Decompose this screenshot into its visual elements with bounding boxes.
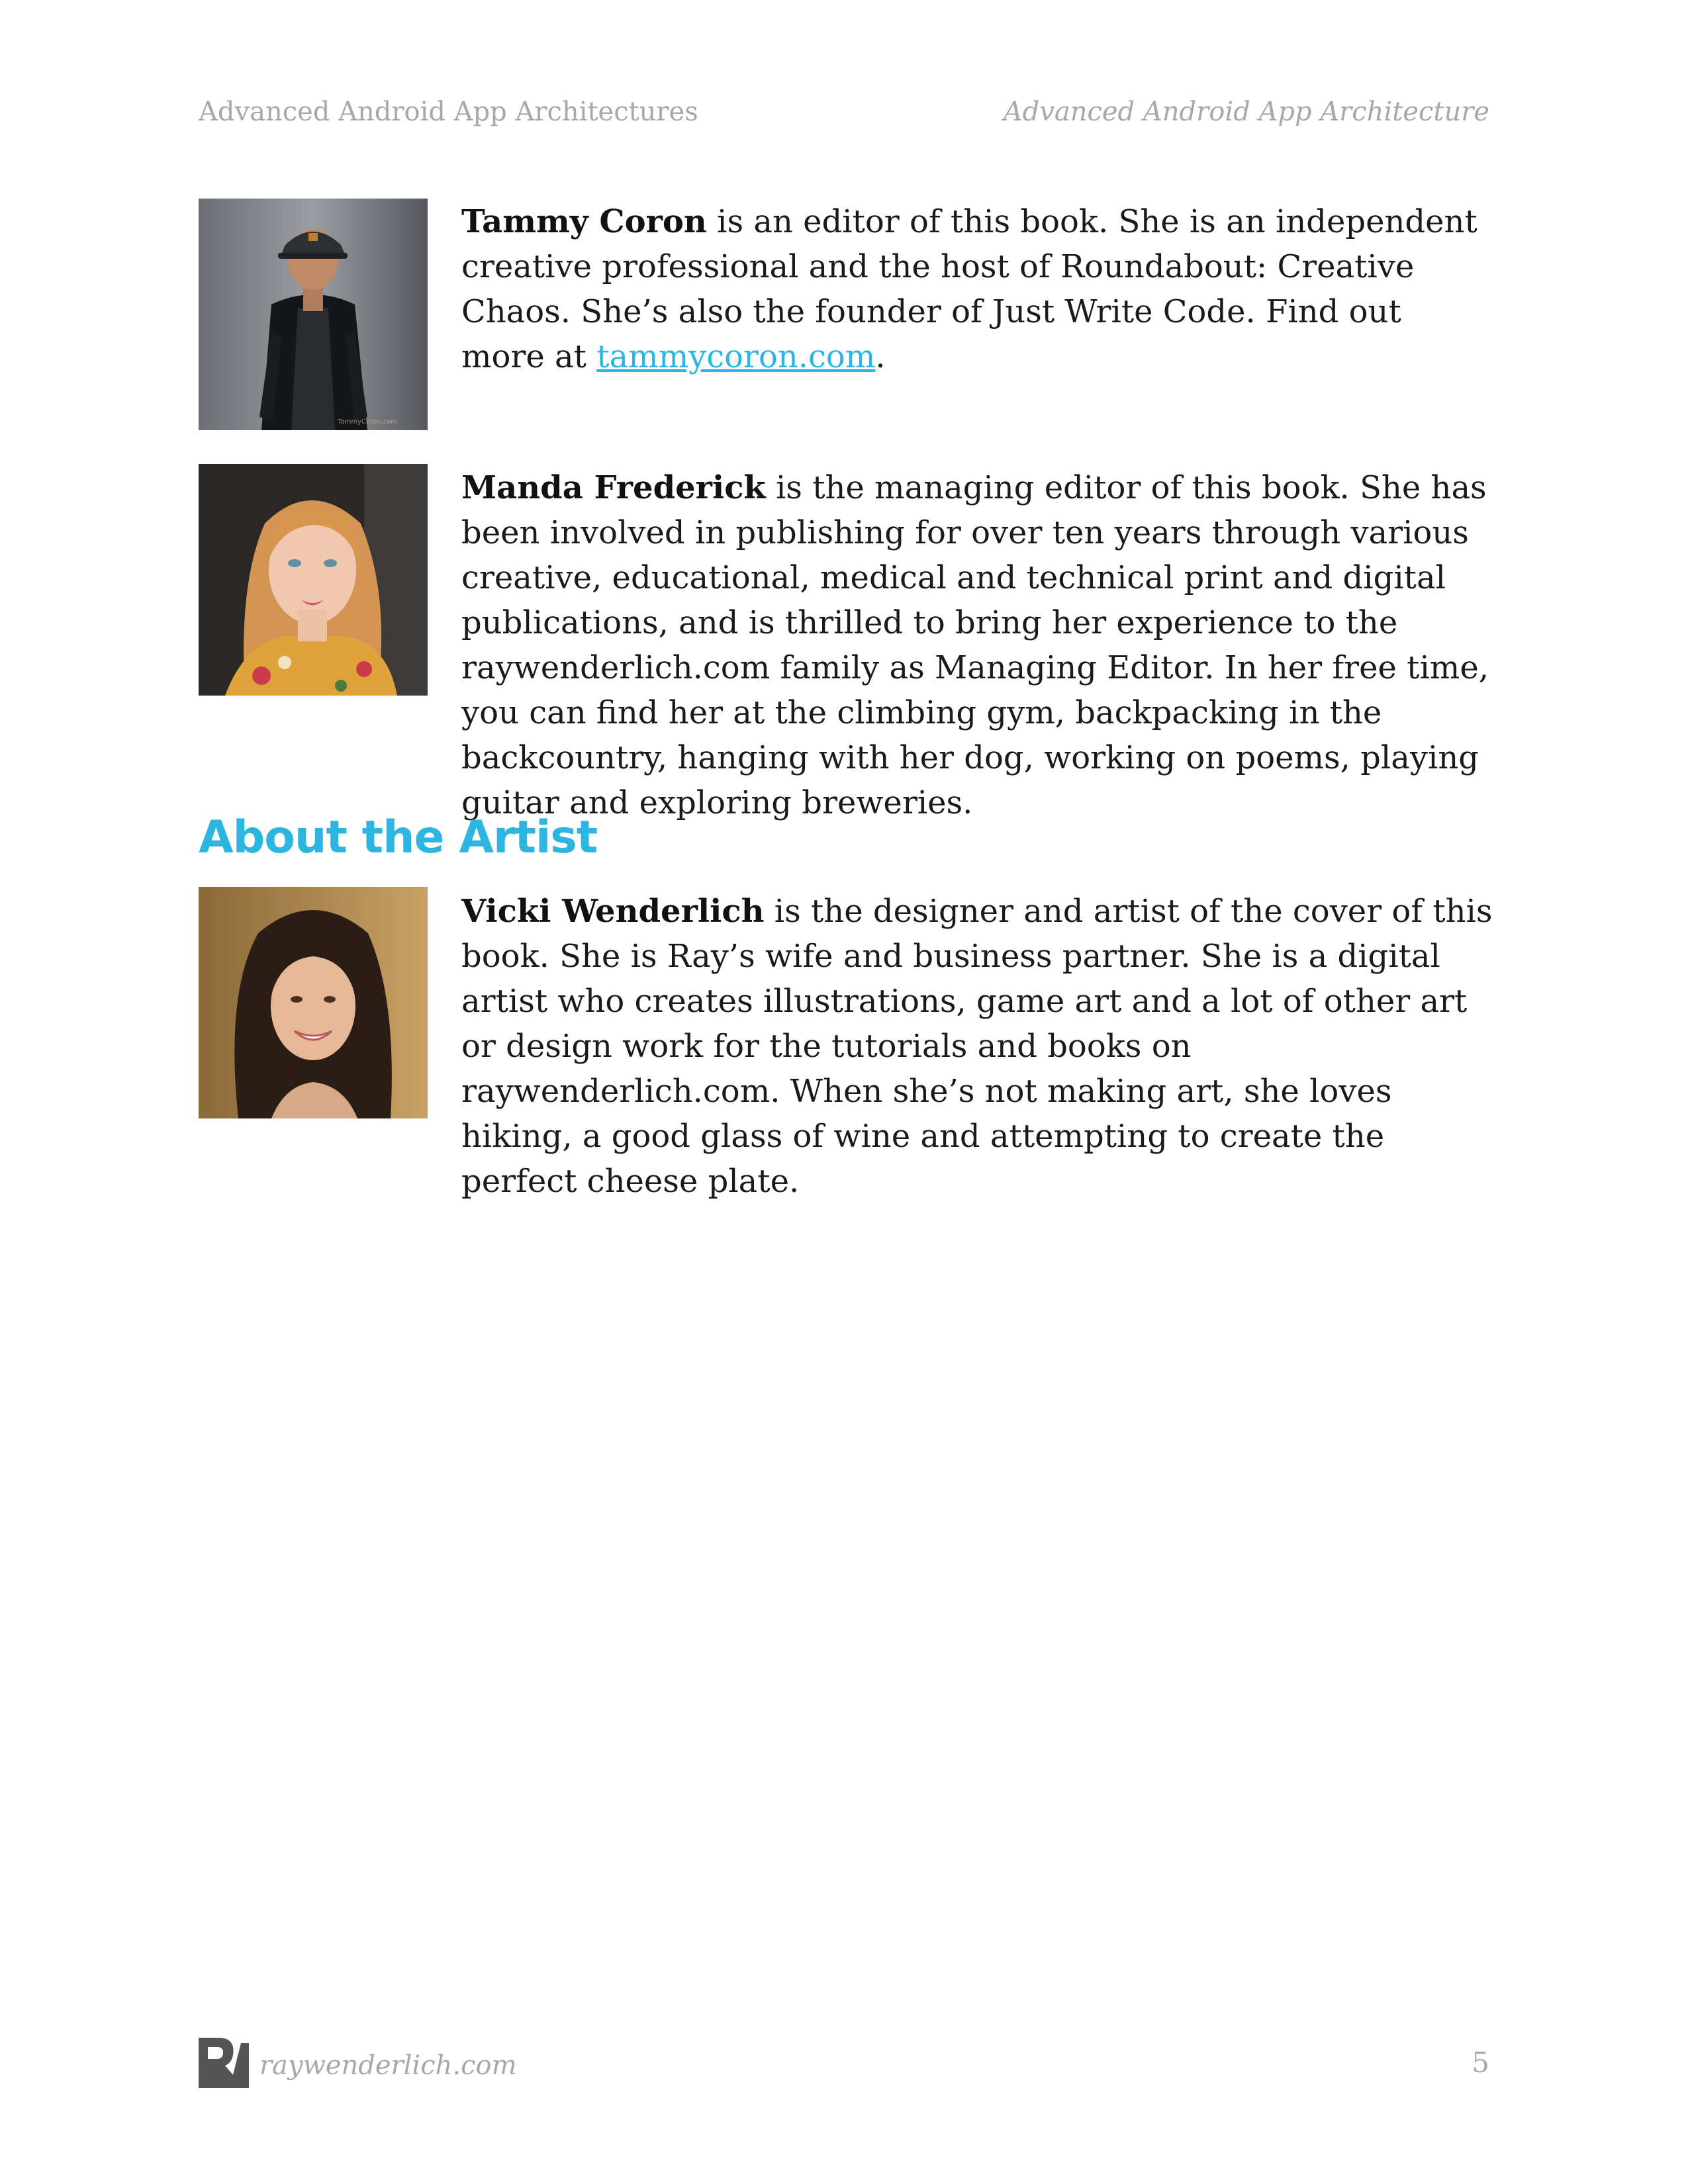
artist-name: Vicki Wenderlich [461, 893, 765, 930]
footer-site-name: raywenderlich.com [259, 2050, 517, 2081]
running-header-left: Advanced Android App Architectures [199, 97, 698, 127]
editor-name: Tammy Coron [461, 203, 707, 240]
running-header-right: Advanced Android App Architecture [1003, 97, 1489, 127]
manda-frederick-bio [461, 465, 1494, 825]
section-heading-about-the-artist: About the Artist [199, 811, 598, 864]
editor-bio-text: is an editor of this book. She is an independent creative professional and the host of Roundabout: Creative Chaos. She’s also the founder of Just Write Code. Find out more at [461, 203, 1477, 375]
tammy-coron-bio [461, 199, 1494, 379]
tammy-coron-photo [199, 199, 428, 430]
raywenderlich-logo-icon [199, 2038, 249, 2088]
vicki-wenderlich-bio [461, 889, 1494, 1204]
manda-frederick-photo [199, 464, 428, 696]
tammycoron-link[interactable]: tammycoron.com [596, 338, 876, 375]
editor-bio-text: is the managing editor of this book. She has been involved in publishing for over ten years through various creative, educational, medical and technical print and digital publications, and is thrilled to bring her experience to the raywenderlich.com family as Managing Editor. In her free time, you can find her at the climbing gym, backpacking in the backcountry, hanging with her dog, working on poems, playing guitar and exploring breweries. [461, 469, 1489, 821]
svg-text:TammyCoron.com: TammyCoron.com [338, 418, 397, 426]
vicki-wenderlich-photo [199, 887, 428, 1118]
bio-period: . [875, 338, 886, 375]
page-number: 5 [1472, 2046, 1489, 2079]
artist-bio-text: is the designer and artist of the cover of this book. She is Ray’s wife and business partner. She is a digital artist who creates illustrations, game art and a lot of other art or design work for the tutorials and books on raywenderlich.com. When she’s not making art, she loves hiking, a good glass of wine and attempting to create the perfect cheese plate. [461, 893, 1493, 1200]
editor-name: Manda Frederick [461, 469, 766, 506]
